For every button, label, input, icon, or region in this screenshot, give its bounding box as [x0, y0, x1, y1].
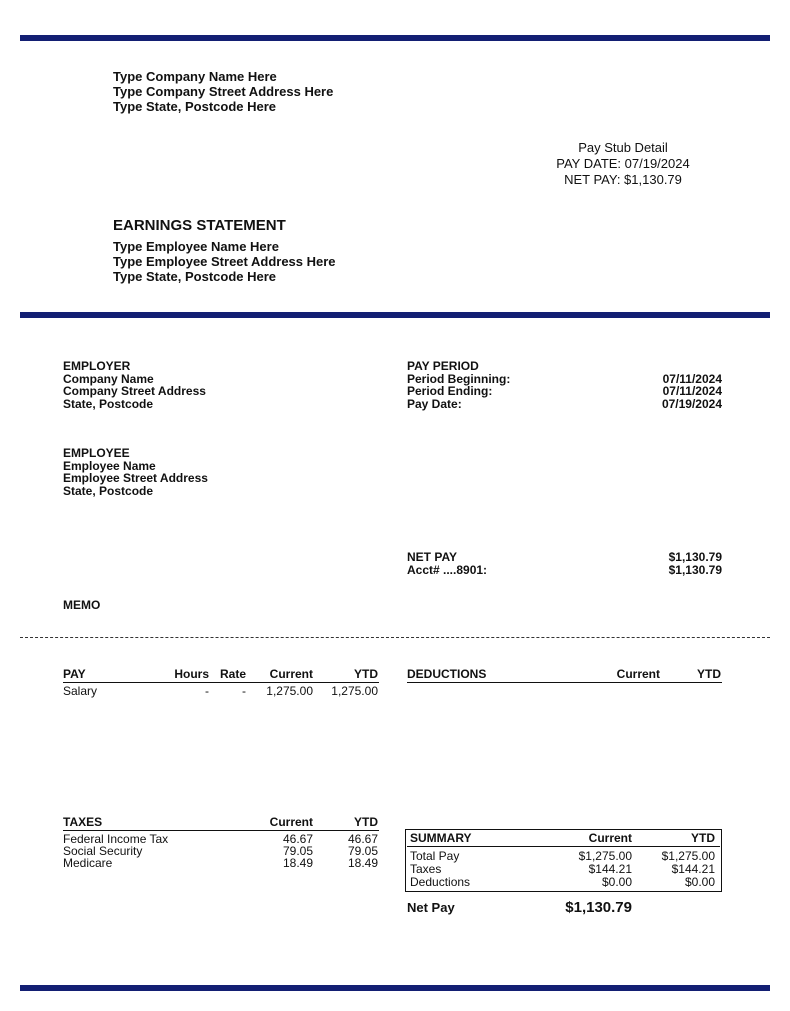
company-name: Type Company Name Here — [113, 69, 277, 84]
pay-period-value: 07/11/2024 — [662, 384, 722, 398]
table-row — [63, 857, 379, 869]
stub-net-pay: NET PAY: $1,130.79 — [564, 172, 682, 187]
deductions-ytd-header: YTD — [697, 667, 721, 681]
rate-header: Rate — [219, 667, 246, 681]
employee-heading: EMPLOYEE — [63, 446, 130, 460]
pay-stub-detail — [523, 140, 723, 188]
deductions-current-header: Current — [616, 667, 660, 681]
top-accent-bar — [20, 35, 770, 41]
company-block — [113, 69, 333, 114]
net-pay-block — [407, 551, 722, 577]
tax-ytd: 79.05 — [347, 844, 378, 858]
pay-header: PAY — [63, 667, 86, 681]
employer-block — [63, 360, 206, 410]
pay-rate: - — [242, 684, 246, 698]
taxes-table-rule — [63, 830, 379, 831]
tax-current: 79.05 — [282, 844, 313, 858]
acct-label: Acct# ....8901: — [407, 562, 488, 577]
net-pay-total-label: Net Pay — [407, 900, 455, 915]
summary-ytd: $1,275.00 — [661, 849, 715, 863]
acct-value: $1,130.79 — [668, 562, 722, 577]
stub-title: Pay Stub Detail — [578, 140, 668, 155]
pay-period-label: Period Beginning: — [407, 371, 511, 386]
summary-ytd: $144.21 — [671, 862, 715, 876]
summary-table-header — [410, 832, 715, 846]
memo-label: MEMO — [63, 598, 101, 612]
tax-current: 18.49 — [282, 856, 313, 870]
tax-ytd: 46.67 — [347, 832, 378, 846]
hours-header: Hours — [174, 667, 209, 681]
ytd-header: YTD — [354, 667, 378, 681]
pay-period-heading: PAY PERIOD — [407, 359, 479, 373]
deductions-table-rule — [407, 682, 722, 683]
tax-current: 46.67 — [282, 832, 313, 846]
pay-table-header — [63, 668, 379, 682]
summary-name: Taxes — [410, 862, 442, 876]
pay-table-rule — [63, 682, 379, 683]
net-pay-total-value: $1,130.79 — [565, 899, 632, 916]
bottom-accent-bar — [20, 985, 770, 991]
pay-period-value: 07/19/2024 — [661, 396, 722, 411]
stub-pay-date: PAY DATE: 07/19/2024 — [556, 156, 690, 171]
current-header: Current — [269, 667, 313, 681]
summary-current: $144.21 — [588, 862, 632, 876]
summary-table-rule — [407, 846, 720, 847]
company-street: Type Company Street Address Here — [113, 84, 334, 99]
employee-block — [63, 447, 208, 497]
pay-period-label: Period Ending: — [407, 384, 493, 398]
summary-ytd: $0.00 — [684, 875, 715, 889]
deductions-header: DEDUCTIONS — [407, 667, 487, 681]
summary-current: $0.00 — [601, 875, 632, 889]
summary-name: Deductions — [410, 875, 471, 889]
summary-name: Total Pay — [410, 849, 460, 863]
employee-address-block — [113, 239, 336, 284]
employer-name: Company Name — [63, 371, 154, 386]
tax-name: Federal Income Tax — [63, 832, 169, 846]
tax-name: Social Security — [63, 844, 143, 858]
earnings-heading: EARNINGS STATEMENT — [113, 217, 286, 234]
pay-period-block — [407, 360, 722, 410]
table-row — [410, 850, 715, 863]
dotted-separator — [20, 637, 770, 638]
summary-current: $1,275.00 — [578, 849, 632, 863]
net-pay-value: $1,130.79 — [668, 550, 722, 564]
pay-name: Salary — [63, 684, 98, 698]
deductions-table-header — [407, 668, 722, 682]
taxes-current-header: Current — [269, 815, 313, 829]
pay-ytd: 1,275.00 — [331, 684, 378, 698]
earnings-employee-street: Type Employee Street Address Here — [113, 254, 336, 269]
table-row — [410, 876, 715, 889]
taxes-header: TAXES — [63, 815, 103, 829]
employer-state: State, Postcode — [63, 396, 154, 411]
employer-heading: EMPLOYER — [63, 359, 131, 373]
earnings-employee-name: Type Employee Name Here — [113, 239, 279, 254]
tax-ytd: 18.49 — [347, 856, 378, 870]
company-state: Type State, Postcode Here — [113, 99, 277, 114]
employee-name: Employee Name — [63, 458, 156, 473]
taxes-ytd-header: YTD — [354, 815, 378, 829]
employee-street: Employee Street Address — [63, 471, 208, 485]
pay-period-label: Pay Date: — [407, 396, 462, 411]
employee-state: State, Postcode — [63, 483, 154, 498]
summary-current-header: Current — [588, 831, 632, 845]
taxes-table-header — [63, 816, 379, 830]
net-pay-label: NET PAY — [407, 550, 458, 564]
pay-period-value: 07/11/2024 — [662, 371, 722, 386]
table-row — [63, 685, 379, 699]
tax-name: Medicare — [63, 856, 113, 870]
pay-current: 1,275.00 — [266, 684, 313, 698]
summary-header: SUMMARY — [410, 831, 472, 845]
summary-ytd-header: YTD — [691, 831, 715, 845]
pay-period-row — [407, 385, 722, 398]
earnings-employee-state: Type State, Postcode Here — [113, 269, 277, 284]
middle-accent-bar — [20, 312, 770, 318]
pay-hours: - — [205, 684, 209, 698]
employer-street: Company Street Address — [63, 384, 206, 398]
pay-period-row — [407, 398, 722, 411]
